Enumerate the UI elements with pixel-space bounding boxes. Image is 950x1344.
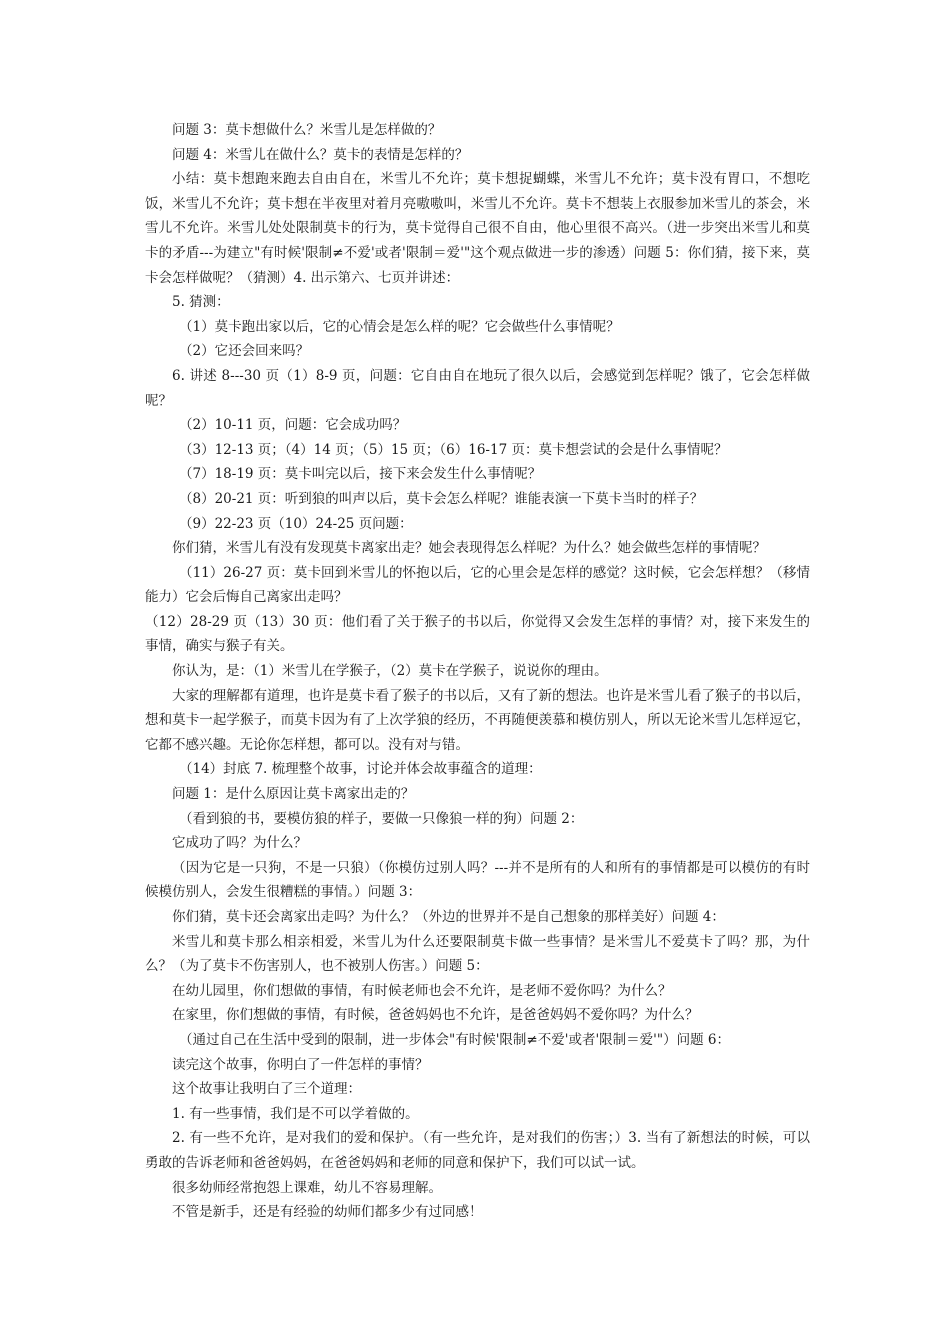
paragraph: （看到狼的书，要模仿狼的样子，要做一只像狼一样的狗）问题 2： bbox=[179, 810, 584, 827]
paragraph: （2）它还会回来吗？ bbox=[179, 343, 310, 360]
paragraph: 大家的理解都有道理，也许是莫卡看了猴子的书以后，又有了新的想法。也许是米雪儿看了猴子的书以后，想和莫卡一起学猴子，而莫卡因为有了上次学狼的经历，不再随便羡慕和模仿别人，所以无论米雪儿怎样逗它，它都不感兴趣。无论你怎样想，都可以。没有对与错。 bbox=[145, 687, 810, 753]
paragraph: 你们猜，米雪儿有没有发现莫卡离家出走？她会表现得怎么样呢？为什么？她会做些怎样的事情呢？ bbox=[172, 540, 766, 557]
paragraph: （14）封底 7. 梳理整个故事，讨论并体会故事蕴含的道理： bbox=[179, 761, 542, 778]
paragraph: （12）28-29 页（13）30 页：他们看了关于猴子的书以后，你觉得又会发生怎样的事情？对，接下来发生的事情，确实与猴子有关。 bbox=[145, 613, 810, 655]
paragraph: 1. 有一些事情，我们是不可以学着做的。 bbox=[172, 1105, 419, 1122]
paragraph: （8）20-21 页：听到狼的叫声以后，莫卡会怎么样呢？谁能表演一下莫卡当时的样子？ bbox=[179, 490, 704, 507]
paragraph: （3）12-13 页；（4）14 页；（5）15 页；（6）16-17 页：莫卡想尝试的会是什么事情呢？ bbox=[179, 441, 728, 458]
paragraph: （11）26-27 页：莫卡回到米雪儿的怀抱以后，它的心里会是怎样的感觉？这时候，它会怎样想？（移情能力）它会后悔自己离家出走吗？ bbox=[145, 564, 810, 606]
paragraph: 问题 3：莫卡想做什么？米雪儿是怎样做的？ bbox=[172, 122, 442, 138]
paragraph: （2）10-11 页，问题：它会成功吗？ bbox=[179, 417, 407, 434]
paragraph: 不管是新手，还是有经验的幼师们都多少有过同感！ bbox=[172, 1204, 483, 1221]
paragraph: 米雪儿和莫卡那么相亲相爱，米雪儿为什么还要限制莫卡做一些事情？是米雪儿不爱莫卡了吗？那，为什么？（为了莫卡不伤害别人，也不被别人伤害。）问题 5： bbox=[145, 933, 810, 975]
paragraph: 读完这个故事，你明白了一件怎样的事情？ bbox=[172, 1056, 429, 1073]
paragraph: 在幼儿园里，你们想做的事情，有时候老师也会不允许，是老师不爱你吗？为什么？ bbox=[172, 982, 672, 999]
paragraph: 2. 有一些不允许，是对我们的爱和保护。（有一些允许，是对我们的伤害；）3. 当有了新想法的时候，可以勇敢的告诉老师和爸爸妈妈，在爸爸妈妈和老师的同意和保护下，我们可以试一试。 bbox=[145, 1130, 810, 1171]
paragraph: （7）18-19 页：莫卡叫完以后，接下来会发生什么事情呢？ bbox=[179, 466, 542, 483]
paragraph: （通过自己在生活中受到的限制，进一步体会"有时候'限制≠不爱'或者'限制＝爱'"）问题 6： bbox=[179, 1031, 730, 1048]
paragraph: （1）莫卡跑出家以后，它的心情会是怎么样的呢？它会做些什么事情呢？ bbox=[179, 318, 620, 335]
document-body bbox=[145, 118, 810, 1225]
paragraph: 问题 1：是什么原因让莫卡离家出走的？ bbox=[172, 786, 415, 803]
paragraph: 这个故事让我明白了三个道理： bbox=[172, 1081, 361, 1098]
paragraph: 在家里，你们想做的事情，有时候，爸爸妈妈也不允许，是爸爸妈妈不爱你吗？为什么？ bbox=[172, 1007, 699, 1024]
paragraph: （因为它是一只狗，不是一只狼）（你模仿过别人吗？---并不是所有的人和所有的事情都是可以模仿的有时候模仿别人，会发生很糟糕的事情。）问题 3： bbox=[145, 859, 810, 901]
paragraph: 6. 讲述 8---30 页（1）8-9 页，问题：它自由自在地玩了很久以后，会感觉到怎样呢？饿了，它会怎样做呢？ bbox=[145, 367, 810, 409]
paragraph: 5. 猜测： bbox=[172, 294, 230, 311]
paragraph: 你们猜，莫卡还会离家出走吗？为什么？（外边的世界并不是自己想象的那样美好）问题 4： bbox=[172, 909, 725, 925]
paragraph: （9）22-23 页（10）24-25 页问题： bbox=[179, 515, 413, 532]
paragraph: 很多幼师经常抱怨上课难，幼儿不容易理解。 bbox=[172, 1179, 442, 1196]
paragraph: 问题 4：米雪儿在做什么？莫卡的表情是怎样的？ bbox=[172, 146, 469, 163]
paragraph: 它成功了吗？为什么？ bbox=[172, 835, 307, 852]
paragraph: 你认为，是：（1）米雪儿在学猴子，（2）莫卡在学猴子，说说你的理由。 bbox=[172, 663, 608, 680]
paragraph: 小结：莫卡想跑来跑去自由自在，米雪儿不允许；莫卡想捉蝴蝶，米雪儿不允许；莫卡没有胃口，不想吃饭，米雪儿不允许；莫卡想在半夜里对着月亮嗷嗷叫，米雪儿不允许。莫卡不想装上衣服参加米雪儿的茶会，米雪儿不允许。米雪儿处处限制莫卡的行为，莫卡觉得自己很不自由，他心里很不高兴。（进一步突出米雪儿和莫卡的矛盾---为建立"有时候'限制≠不爱'或者'限制＝爱'"这个观点做进一步的渗透）问题 5：你们猜，接下来，莫卡会怎样做呢？（猜测）4. 出示第六、七页并讲述： bbox=[145, 171, 810, 286]
